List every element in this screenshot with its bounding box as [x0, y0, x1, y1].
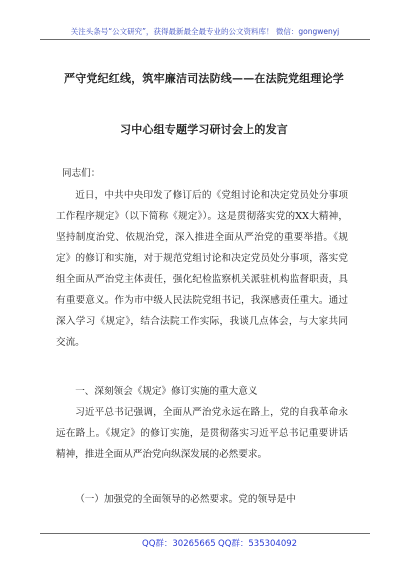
section-heading-1: 一、深刻领会《规定》修订实施的重大意义 — [75, 386, 258, 397]
body-paragraph-1: 近日，中共中央印发了修订后的《党组讨论和决定党员处分事项工作程序规定》（以下简称《规定》）。这是贯彻落实党的XX大精神，坚持制度治党、依规治党，深入推进全面从严治党的重要举措。《规定》的修订和实施，对于规范党组讨论和决定党员处分事项，落实党组全面从严治党主体责任，强化纪检监察机关派驻机构监督职责，具有重要意义。作为市中级人民法院党组书记，我深感责任重大。通过深入学习《规定》，结合法院工作实际，我谈几点体会，与大家共同交流。 — [56, 190, 348, 348]
footer-divider — [40, 533, 370, 534]
header-promo-text: 关注头条号“公文研究”，获得最新最全最专业的公文资料库！ 微信：gongwenyj — [70, 27, 340, 36]
footer-qq-group-1: QQ群：30265665 — [142, 539, 216, 549]
document-title-line-2: 习中心组专题学习研讨会上的发言 — [120, 123, 288, 136]
greeting: 同志们： — [62, 168, 101, 179]
header-divider — [40, 39, 370, 40]
body-paragraph-2: 习近平总书记强调，全面从严治党永远在路上，党的自我革命永远在路上。《规定》的修订实施，是贯彻落实习近平总书记重要讲话精神，推进全面从严治党向纵深发展的必然要求。 — [56, 407, 348, 460]
document-title-line-1: 严守党纪红线，筑牢廉洁司法防线——在法院党组理论学 — [64, 72, 344, 85]
subsection-heading-1: （一）加强党的全面领导的必然要求。党的领导是中 — [75, 494, 296, 505]
footer-qq-group-2: QQ群：535304092 — [218, 539, 298, 549]
